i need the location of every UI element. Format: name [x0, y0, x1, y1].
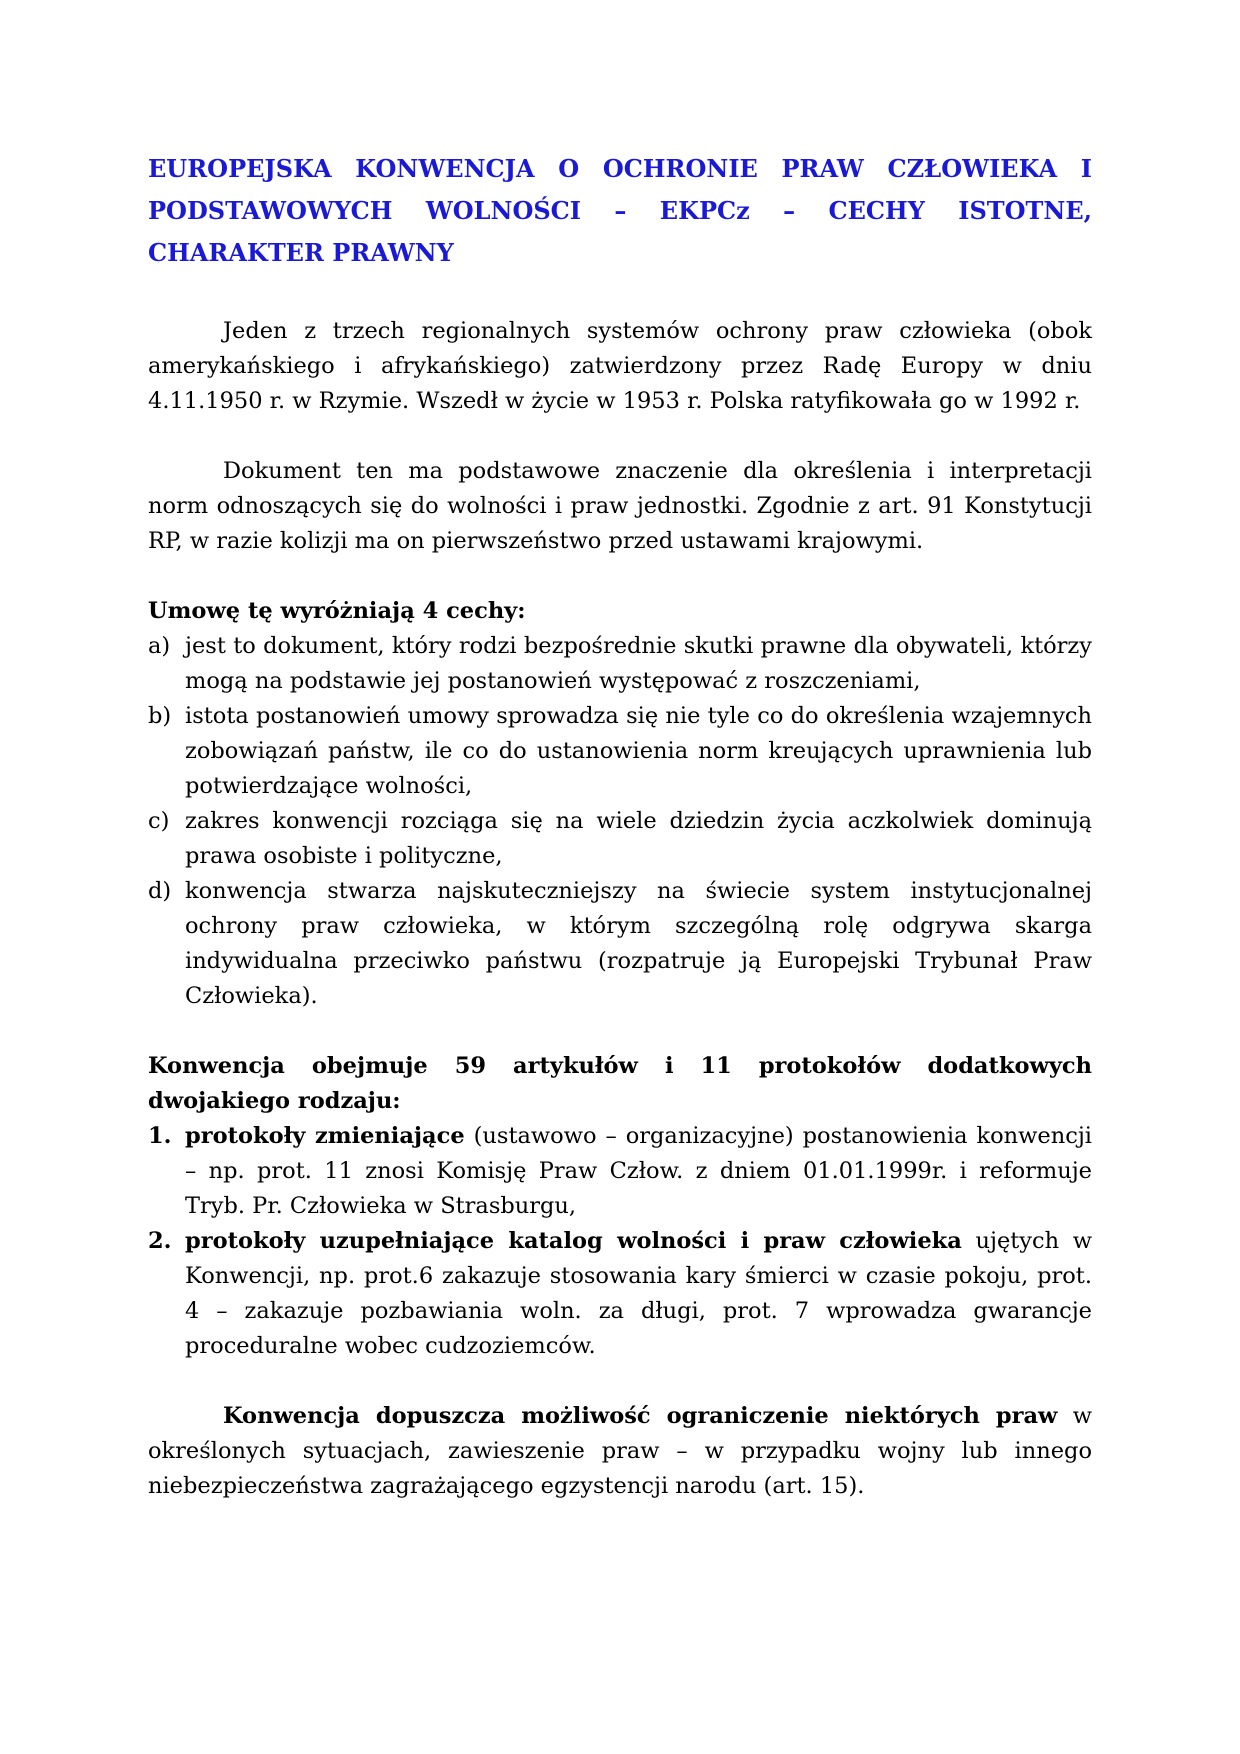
list-item [148, 874, 1092, 1014]
list-item [148, 804, 1092, 874]
list-marker: a) [148, 633, 171, 659]
list-item-text: istota postanowień umowy sprowadza się nie tyle co do określenia wzajemnych zobowiązań państw, ile co do ustanowienia norm kreujących uprawnienia lub potwierdzające wolności, [185, 703, 1092, 799]
list-marker: b) [148, 703, 172, 729]
protocols-heading: Konwencja obejmuje 59 artykułów i 11 protokołów dodatkowych dwojakiego rodzaju: [148, 1053, 1092, 1114]
protocol-type-label: protokoły zmieniające [185, 1123, 465, 1149]
list-marker: c) [148, 808, 170, 834]
significance-paragraph: Dokument ten ma podstawowe znaczenie dla określenia i interpretacji norm odnoszących się do wolności i praw jednostki. Zgodnie z art. 91 Konstytucji RP, w razie kolizji ma on pierwszeństwo przed ustawami krajowymi. [148, 458, 1092, 554]
limitations-paragraph [148, 1399, 1092, 1504]
protocols-list [148, 1119, 1092, 1364]
protocol-type-label: protokoły uzupełniające katalog wolności i praw człowieka [185, 1228, 962, 1254]
document-page [148, 148, 1092, 1504]
intro-paragraph: Jeden z trzech regionalnych systemów ochrony praw człowieka (obok amerykańskiego i afrykańskiego) zatwierdzony przez Radę Europy w dniu 4.11.1950 r. w Rzymie. Wszedł w życie w 1953 r. Polska ratyfikowała go w 1992 r. [148, 318, 1092, 414]
list-item [148, 629, 1092, 699]
list-item-text: konwencja stwarza najskuteczniejszy na świecie system instytucjonalnej ochrony praw człowieka, w którym szczególną rolę odgrywa skarga indywidualna przeciwko państwu (rozpatruje ją Europejski Trybunał Praw Człowieka). [185, 878, 1092, 1009]
list-item [148, 699, 1092, 804]
list-item [148, 1224, 1092, 1364]
list-marker: 1. [148, 1123, 172, 1149]
features-list [148, 629, 1092, 1014]
list-marker: d) [148, 878, 172, 904]
list-item-text: zakres konwencji rozciąga się na wiele dziedzin życia aczkolwiek dominują prawa osobiste i polityczne, [185, 808, 1092, 869]
limitations-text: w określonych sytuacjach, zawieszenie praw – w przypadku wojny lub innego niebezpieczeństwa zagrażającego egzystencji narodu (art. 15). [148, 1403, 1092, 1499]
list-item-text: ujętych w Konwencji, np. prot.6 zakazuje stosowania kary śmierci w czasie pokoju, prot. 4 – zakazuje pozbawiania woln. za długi, prot. 7 wprowadza gwarancje proceduralne wobec cudzoziemców. [185, 1228, 1092, 1359]
list-item [148, 1119, 1092, 1224]
list-item-text: (ustawowo – organizacyjne) postanowienia konwencji – np. prot. 11 znosi Komisję Praw Człow. z dniem 01.01.1999r. i reformuje Tryb. Pr. Człowieka w Strasburgu, [185, 1123, 1092, 1219]
limitations-emphasis: Konwencja dopuszcza możliwość ograniczenie niektórych praw [223, 1403, 1058, 1429]
document-title: EUROPEJSKA KONWENCJA O OCHRONIE PRAW CZŁOWIEKA I PODSTAWOWYCH WOLNOŚCI – EKPCz – CECHY ISTOTNE, CHARAKTER PRAWNY [148, 154, 1092, 267]
features-heading: Umowę tę wyróżniają 4 cechy: [148, 598, 526, 624]
list-item-text: jest to dokument, który rodzi bezpośrednie skutki prawne dla obywateli, którzy mogą na podstawie jej postanowień występować z roszczeniami, [185, 633, 1092, 694]
list-marker: 2. [148, 1228, 172, 1254]
